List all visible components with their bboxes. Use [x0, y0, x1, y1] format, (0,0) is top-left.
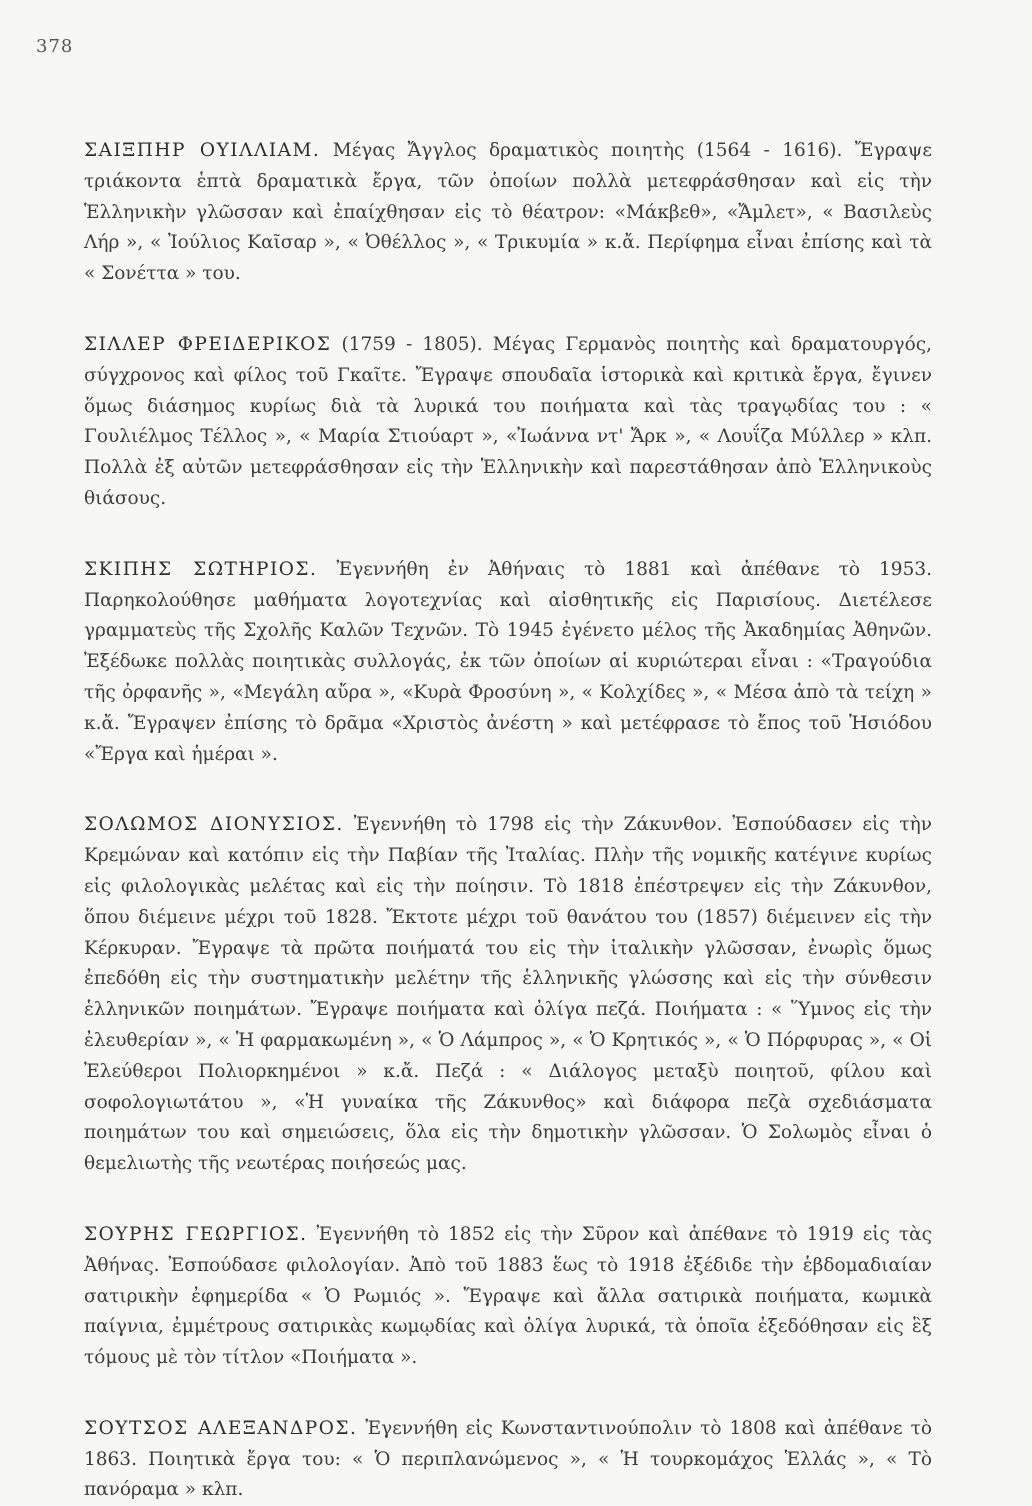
entry-saixpir: [84, 136, 932, 290]
entry-soutsos: [84, 1414, 932, 1506]
entry-name: ΣΟΥΤΣΟΣ ΑΛΕΞΑΝΔΡΟΣ.: [84, 1417, 358, 1439]
entry-text: Ἐγεννήθη εἰς Κωνσταντινούπολιν τὸ 1808 καὶ ἀπέθανε τὸ 1863. Ποιητικὰ ἔργα του: « Ὁ περιπλανώμενος », « Ἡ τουρκομάχος Ἑλλάς », « Τὸ πανόραμα » κλπ.: [84, 1417, 932, 1501]
entry-text: (1759 - 1805). Μέγας Γερμανὸς ποιητὴς καὶ δραματουργός, σύγχρονος καὶ φίλος τοῦ Γκαῖτε. Ἔγραψε σπουδαῖα ἱστορικὰ καὶ κριτικὰ ἔργα, ἔγινεν ὅμως διάσημος κυρίως διὰ τὰ λυρικά του ποιήματα καὶ τὰς τραγῳδίας του : « Γουλιέλμος Τέλλος », « Μαρία Στιούαρτ », «Ἰωάννα ντ' Ἄρκ », « Λουΐζα Μύλλερ » κλπ. Πολλὰ ἐξ αὐτῶν μετεφράσθησαν εἰς τὴν Ἑλληνικὴν καὶ παρεστάθησαν ἀπὸ Ἑλληνικοὺς θιάσους.: [84, 333, 932, 509]
entry-text: Ἐγεννήθη τὸ 1798 εἰς τὴν Ζάκυνθον. Ἐσπούδασεν εἰς τὴν Κρεμώναν καὶ κατόπιν εἰς τὴν Παβίαν τῆς Ἰταλίας. Πλὴν τῆς νομικῆς κατέγινε κυρίως εἰς φιλολογικὰς μελέτας καὶ εἰς τὴν ποίησιν. Τὸ 1818 ἐπέστρεψεν εἰς τὴν Ζάκυνθον, ὅπου διέμεινε μέχρι τοῦ 1828. Ἔκτοτε μέχρι τοῦ θανάτου του (1857) διέμεινεν εἰς τὴν Κέρκυραν. Ἔγραψε τὰ πρῶτα ποιήματά του εἰς τὴν ἰταλικὴν γλῶσσαν, ἐνωρὶς ὅμως ἐπεδόθη εἰς τὴν συστηματικὴν μελέτην τῆς ἑλληνικῆς γλώσσης καὶ εἰς τὴν σύνθεσιν ἑλληνικῶν ποιημάτων. Ἔγραψε ποιήματα καὶ ὀλίγα πεζά. Ποιήματα : « Ὕμνος εἰς τὴν ἐλευθερίαν », « Ἡ φαρμακωμένη », « Ὁ Λάμπρος », « Ὁ Κρητικός », « Ὁ Πόρφυρας », « Οἱ Ἐλεύθεροι Πολιορκημένοι » κ.ἄ. Πεζά : « Διάλογος μεταξὺ ποιητοῦ, φίλου καὶ σοφολογιωτάτου », «Ἡ γυναίκα τῆς Ζάκυνθος» καὶ διάφορα πεζὰ σχεδιάσματα ποιημάτων του καὶ σημειώσεις, ὅλα εἰς τὴν δημοτικὴν γλῶσσαν. Ὁ Σολωμὸς εἶναι ὁ θεμελιωτὴς τῆς νεωτέρας ποιήσεώς μας.: [84, 814, 932, 1175]
entry-text: Ἐγεννήθη ἐν Ἀθήναις τὸ 1881 καὶ ἀπέθανε τὸ 1953. Παρηκολούθησε μαθήματα λογοτεχνίας καὶ αἰσθητικῆς εἰς Παρισίους. Διετέλεσε γραμματεὺς τῆς Σχολῆς Καλῶν Τεχνῶν. Τὸ 1945 ἐγένετο μέλος τῆς Ἀκαδημίας Ἀθηνῶν. Ἐξέδωκε πολλὰς ποιητικὰς συλλογάς, ἐκ τῶν ὁποίων αἱ κυριώτεραι εἶναι : «Τραγούδια τῆς ὀρφανῆς », «Μεγάλη αὔρα », «Κυρὰ Φροσύνη », « Κολχίδες », « Μέσα ἀπὸ τὰ τείχη » κ.ἄ. Ἔγραψεν ἐπίσης τὸ δρᾶμα «Χριστὸς ἀνέστη » καὶ μετέφρασε τὸ ἔπος τοῦ Ἡσιόδου «Ἔργα καὶ ἡμέραι ».: [84, 558, 932, 765]
entry-skipis: [84, 555, 932, 771]
page-number: 378: [36, 36, 74, 57]
entry-text: Ἐγεννήθη τὸ 1852 εἰς τὴν Σῦρον καὶ ἀπέθανε τὸ 1919 εἰς τὰς Ἀθήνας. Ἐσπούδασε φιλολογίαν. Ἀπὸ τοῦ 1883 ἕως τὸ 1918 ἐξέδιδε τὴν ἑβδομαδιαίαν σατιρικὴν ἐφημερίδα « Ὁ Ρωμιός ». Ἔγραψε καὶ ἄλλα σατιρικὰ ποιήματα, κωμικὰ παίγνια, ἐμμέτρους σατιρικὰς κωμῳδίας καὶ ὀλίγα λυρικά, τὰ ὁποῖα ἐξεδόθησαν εἰς ἓξ τόμους μὲ τὸν τίτλον «Ποιήματα ».: [84, 1223, 932, 1369]
entry-souris: [84, 1220, 932, 1374]
entries-list: [84, 136, 932, 1506]
entry-solomos: [84, 810, 932, 1180]
entry-name: ΣΚΙΠΗΣ ΣΩΤΗΡΙΟΣ.: [84, 558, 318, 580]
entry-name: ΣΑΙΞΠΗΡ ΟΥΙΛΛΙΑΜ.: [84, 140, 321, 161]
entry-name: ΣΙΛΛΕΡ ΦΡΕΙΔΕΡΙΚΟΣ: [84, 333, 332, 355]
entry-text: Μέγας Ἄγγλος δραματικὸς ποιητὴς (1564 - 1616). Ἔγραψε τριάκοντα ἑπτὰ δραματικὰ ἔργα, τῶν ὁποίων πολλὰ μετεφράσθησαν καὶ εἰς τὴν Ἑλληνικὴν γλῶσσαν καὶ ἐπαίχθησαν εἰς τὸ θέατρον: «Μάκβεθ», «Ἄμλετ», « Βασιλεὺς Λήρ », « Ἰούλιος Καῖσαρ », « Ὀθέλλος », « Τρικυμία » κ.ἄ. Περίφημα εἶναι ἐπίσης καὶ τὰ « Σονέττα » του.: [84, 140, 932, 285]
entry-name: ΣΟΛΩΜΟΣ ΔΙΟΝΥΣΙΟΣ.: [84, 814, 344, 836]
entry-siller: [84, 330, 932, 515]
entry-name: ΣΟΥΡΗΣ ΓΕΩΡΓΙΟΣ.: [84, 1223, 308, 1245]
